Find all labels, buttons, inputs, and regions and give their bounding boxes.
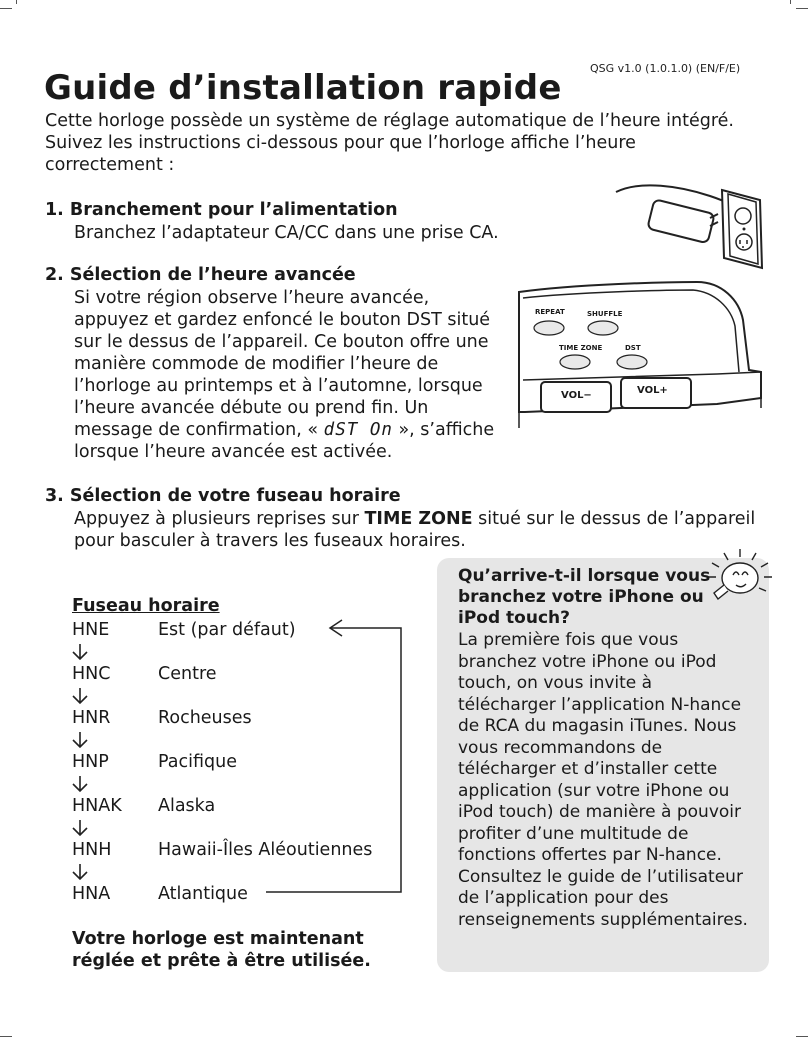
timezone-code: HNA: [72, 884, 111, 904]
section-1-body: Branchez l’adaptateur CA/CC dans une prise CA.: [74, 223, 499, 243]
down-arrow-icon: [72, 775, 88, 793]
timezone-code: HNC: [72, 664, 111, 684]
crop-mark: [796, 1036, 808, 1037]
timezone-code: HNAK: [72, 796, 122, 816]
down-arrow-icon: [72, 643, 88, 661]
repeat-button-label: REPEAT: [535, 308, 565, 316]
down-arrow-icon: [72, 863, 88, 881]
cycle-loop-arrow: [260, 618, 410, 898]
dst-body-text: Si votre région observe l’heure avancée, appuyez et gardez enfoncé le bouton DST situé sur le dessus de l’appareil. Ce bouton offre une manière commode de modifier l’heure de l’horloge au printemps et à l’automne, lorsque l’heure avancée débute ou prend fin. Un message de confirmation, «: [74, 288, 491, 440]
section-2-heading: 2. Sélection de l’heure avancée: [45, 265, 356, 285]
dst-on-display-text: dST On: [323, 420, 393, 440]
down-arrow-icon: [72, 819, 88, 837]
crop-mark: [16, 0, 17, 4]
timezone-code: HNR: [72, 708, 111, 728]
power-adapter-illustration: [610, 178, 770, 270]
timezone-row: [72, 708, 252, 728]
section-3-body-text: Appuyez à plusieurs reprises sur: [74, 509, 365, 529]
down-arrow-icon: [72, 687, 88, 705]
timezone-code: HNH: [72, 840, 112, 860]
timezone-name: Atlantique: [158, 884, 248, 904]
timezone-row: [72, 752, 237, 772]
crop-mark: [0, 1036, 12, 1037]
timezone-code: HNE: [72, 620, 110, 640]
section-1-heading: 1. Branchement pour l’alimentation: [45, 200, 398, 220]
section-3-body-text-end: situé sur le dessus de l’appareil pour basculer à travers les fuseaux horaires.: [74, 509, 756, 551]
down-arrow-icon: [72, 731, 88, 749]
vol-minus-button-label: VOL−: [561, 390, 592, 401]
crop-mark: [790, 0, 791, 4]
timezone-name: Rocheuses: [158, 708, 252, 728]
dst-button-label: DST: [625, 344, 641, 352]
version-label: QSG v1.0 (1.0.1.0) (EN/F/E): [590, 62, 741, 75]
sidebar-question: Qu’arrive-t-il lorsque vous branchez votre iPhone ou iPod touch?: [458, 566, 711, 628]
page-title: Guide d’installation rapide: [44, 68, 562, 108]
sidebar-body: La première fois que vous branchez votre iPhone ou iPod touch, on vous invite à télécharger l’application N-hance de RCA du magasin iTunes. Nous vous recommandons de télécharger et d’installer cette application (sur votre iPhone ou iPod touch) de manière à pouvoir profiter d’une multitude de fonctions offertes par N-hance. Consultez le guide de l’utilisateur de l’application pour des renseignements supplémentaires.: [458, 630, 748, 930]
crop-mark: [796, 8, 808, 9]
timezone-name: Alaska: [158, 796, 216, 816]
shuffle-button-label: SHUFFLE: [587, 310, 623, 318]
timezone-list-heading: Fuseau horaire: [72, 596, 220, 616]
vol-plus-button-label: VOL+: [637, 385, 668, 396]
timezone-row: [72, 664, 217, 684]
timezone-row: [72, 884, 248, 904]
section-3-body: [74, 508, 764, 552]
time-zone-button-label: TIME ZONE: [559, 344, 603, 352]
timezone-name: Centre: [158, 664, 217, 684]
intro-paragraph: Cette horloge possède un système de réglage automatique de l’heure intégré. Suivez les instructions ci-dessous pour que l’horloge affiche l’heure correctement :: [45, 111, 734, 175]
dst-body-text-end: », s’affiche lorsque l’heure avancée est activée.: [74, 420, 495, 462]
timezone-code: HNP: [72, 752, 109, 772]
section-2-body: [74, 287, 504, 463]
time-zone-keyword: TIME ZONE: [364, 509, 473, 529]
crop-mark: [0, 8, 12, 9]
clock-top-illustration: [517, 280, 763, 428]
timezone-name: Est (par défaut): [158, 620, 296, 640]
timezone-name: Hawaii-Îles Aléoutiennes: [158, 840, 373, 860]
timezone-row: [72, 796, 215, 816]
timezone-name: Pacifique: [158, 752, 237, 772]
conclusion-text: Votre horloge est maintenant réglée et prête à être utilisée.: [72, 929, 371, 971]
section-3-heading: 3. Sélection de votre fuseau horaire: [45, 486, 401, 506]
